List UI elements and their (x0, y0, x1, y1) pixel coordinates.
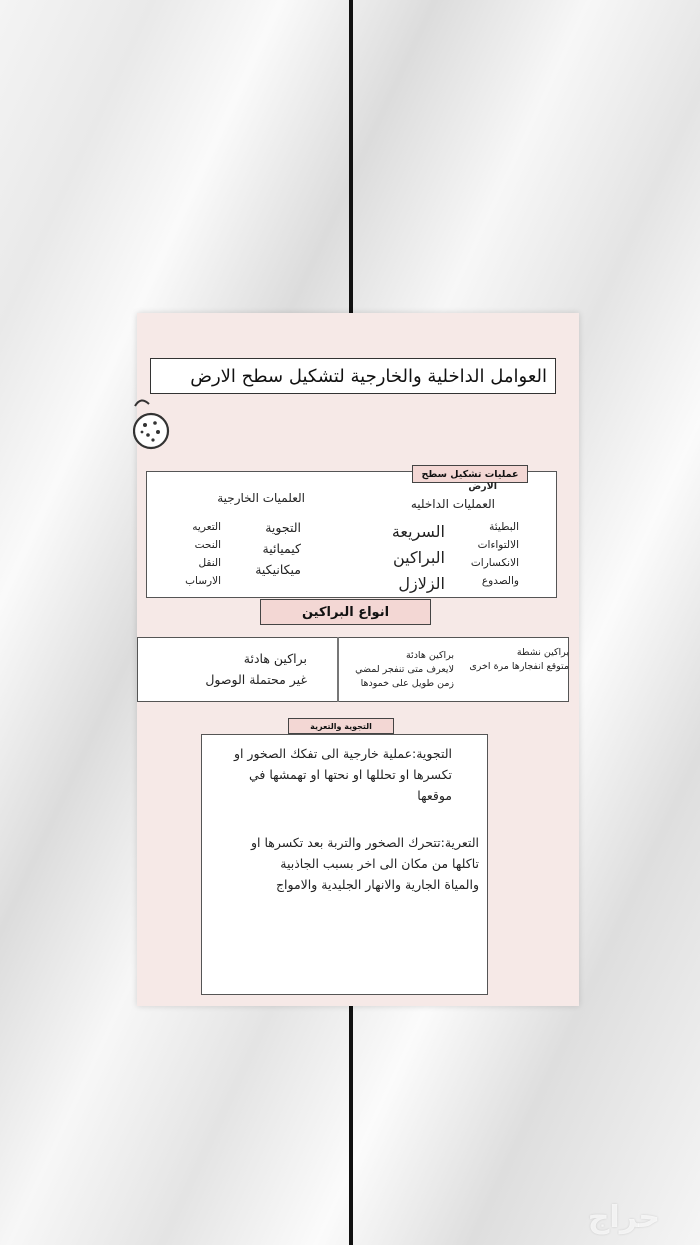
bottom-divider-line (349, 1006, 353, 1245)
volcano-dormant-line: لايعرف متى تنفجر لمضي (355, 664, 454, 675)
weathering-erosion-tag: التجوية والتعرية (288, 718, 394, 734)
top-divider-line (349, 0, 353, 313)
earth-processes-tag: عمليات تشكيل سطح (412, 465, 528, 483)
internal-slow-item: الانكسارات (470, 557, 519, 569)
external-heading: العلميات الخارجية (217, 491, 305, 505)
page-title: العوامل الداخلية والخارجية لتشكيل سطح الارض (150, 358, 556, 394)
internal-fast-item: الزلازل (398, 574, 445, 593)
volcano-dormant-line: زمن طويل على خمودها (360, 678, 454, 689)
external-weathering-item: التجوية (265, 520, 301, 535)
volcano-dormant (341, 649, 454, 691)
erosion-definition (217, 832, 479, 895)
weathering-line: تكسرها او تحللها او نحتها او تهمشها في (248, 767, 452, 782)
volcano-active (467, 646, 569, 674)
internal-fast-list (385, 519, 445, 597)
external-erosion-item: النقل (198, 557, 221, 569)
volcano-extinct-line: براكين هادئة (243, 651, 307, 666)
internal-slow-item: والصدوع (481, 575, 519, 587)
erosion-line: والمياة الجارية والانهار الجليدية والامواج (275, 877, 479, 892)
external-weathering-list (245, 517, 301, 580)
volcano-extinct (177, 648, 307, 690)
document-page (137, 313, 579, 1006)
weathering-line: التجوية:عملية خارجية الى تفكك الصخور او (233, 746, 452, 761)
external-weathering-item: كيميائية (262, 541, 301, 556)
external-weathering-item: ميكانيكية (255, 562, 301, 577)
internal-slow-list (455, 518, 519, 590)
internal-slow-item: البطيئة (489, 521, 519, 533)
external-erosion-item: النحت (194, 539, 221, 551)
cookie-decoration-icon (133, 398, 175, 450)
volcano-dormant-line: براكين هادئة (405, 650, 454, 661)
volcano-active-line: براكين نشطة (516, 647, 569, 658)
internal-slow-item: الالتواءات (477, 539, 519, 551)
erosion-line: تاكلها من مكان الى اخر بسبب الجاذبية (280, 856, 479, 871)
external-erosion-item: التعريه (192, 521, 221, 533)
internal-heading: العمليات الداخليه (410, 497, 495, 511)
external-erosion-list (175, 518, 221, 590)
volcano-active-line: متوقع انفجارها مرة اخرى (469, 661, 569, 672)
volcano-types-divider (337, 637, 339, 702)
haraj-watermark: حراج (587, 1200, 660, 1235)
volcano-types-heading: انواع البراكين (260, 599, 431, 625)
internal-fast-item: السريعة (391, 522, 445, 541)
volcano-extinct-line: غير محتملة الوصول (205, 672, 307, 687)
weathering-line: موقعها (417, 788, 452, 803)
weathering-definition (217, 743, 452, 806)
external-erosion-item: الارساب (185, 575, 221, 587)
erosion-line: التعرية:تتحرك الصخور والتربة بعد تكسرها او (250, 835, 479, 850)
internal-fast-item: البراكين (392, 548, 445, 567)
earth-processes-tag-line2: الارض (468, 481, 497, 492)
